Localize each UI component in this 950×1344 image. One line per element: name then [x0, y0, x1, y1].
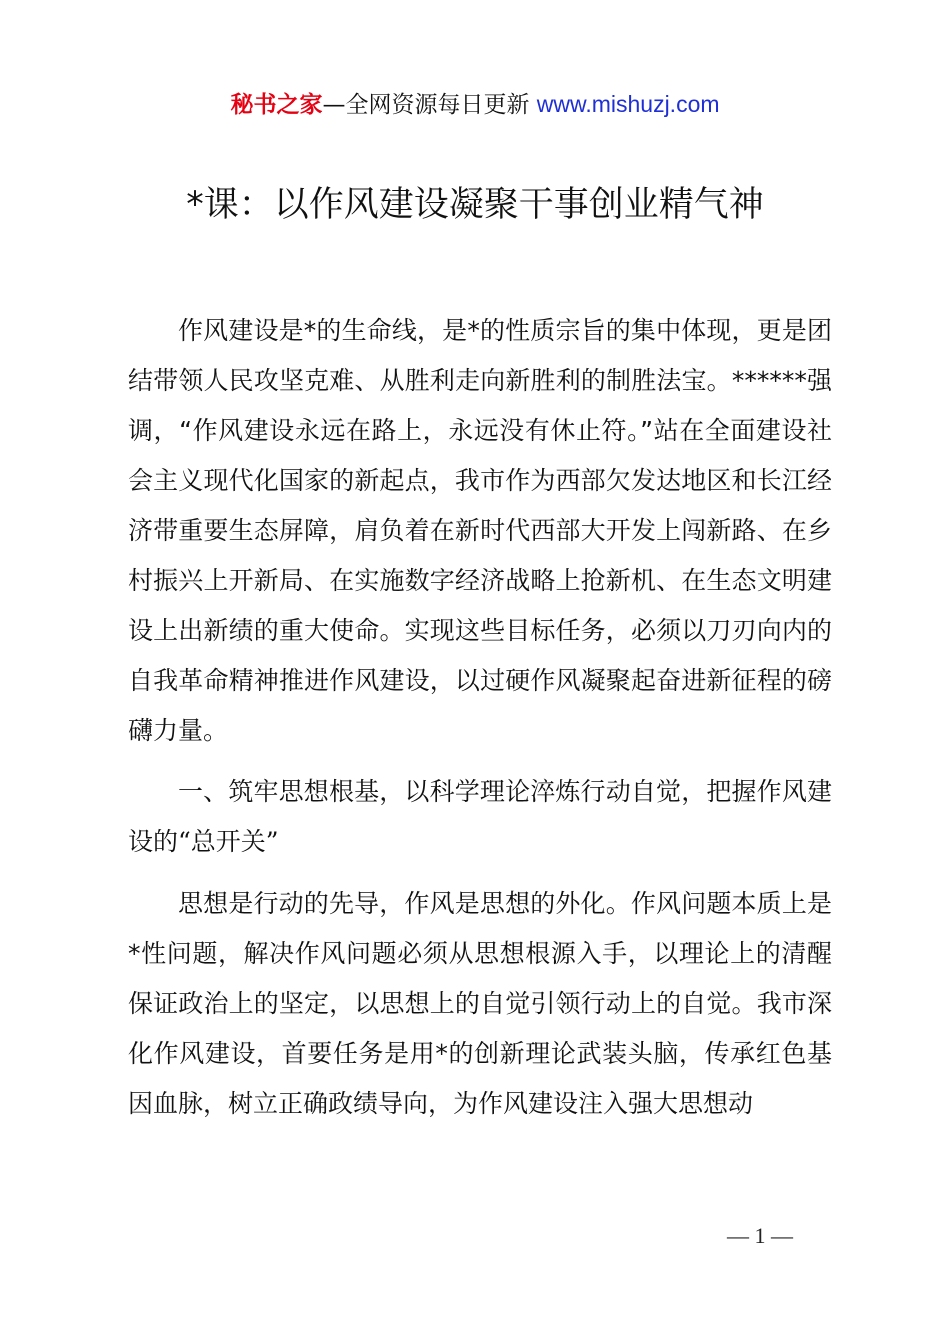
header-slogan: —全网资源每日更新	[322, 92, 537, 118]
page-number: — 1 —	[727, 1223, 793, 1248]
body-paragraph: 作风建设是*的生命线，是*的性质宗旨的集中体现，更是团结带领人民攻坚克难、从胜利走向新胜利的制胜法宝。******强调，“作风建设永远在路上，永远没有休止符。”站在全面建设社会主义现代化国家的新起点，我市作为西部欠发达地区和长江经济带重要生态屏障，肩负着在新时代西部大开发上闯新路、在乡村振兴上开新局、在实施数字经济战略上抢新机、在生态文明建设上出新绩的重大使命。实现这些目标任务，必须以刀刃向内的自我革命精神推进作风建设，以过硬作风凝聚起奋进新征程的磅礴力量。	[128, 316, 832, 745]
site-header	[0, 88, 950, 121]
document-title: *课：以作风建设凝聚干事创业精气神	[186, 185, 764, 225]
brand-name: 秘书之家	[230, 92, 323, 118]
section-heading: 一、筑牢思想根基，以科学理论淬炼行动自觉，把握作风建设的“总开关”	[128, 777, 832, 856]
body-paragraph: 思想是行动的先导，作风是思想的外化。作风问题本质上是*性问题，解决作风问题必须从思想根源入手，以理论上的清醒保证政治上的坚定，以思想上的自觉引领行动上的自觉。我市深化作风建设，首要任务是用*的创新理论武装头脑，传承红色基因血脉，树立正确政绩导向，为作风建设注入强大思想动	[128, 889, 832, 1118]
site-url-link[interactable]: www.mishuzj.com	[536, 91, 720, 117]
